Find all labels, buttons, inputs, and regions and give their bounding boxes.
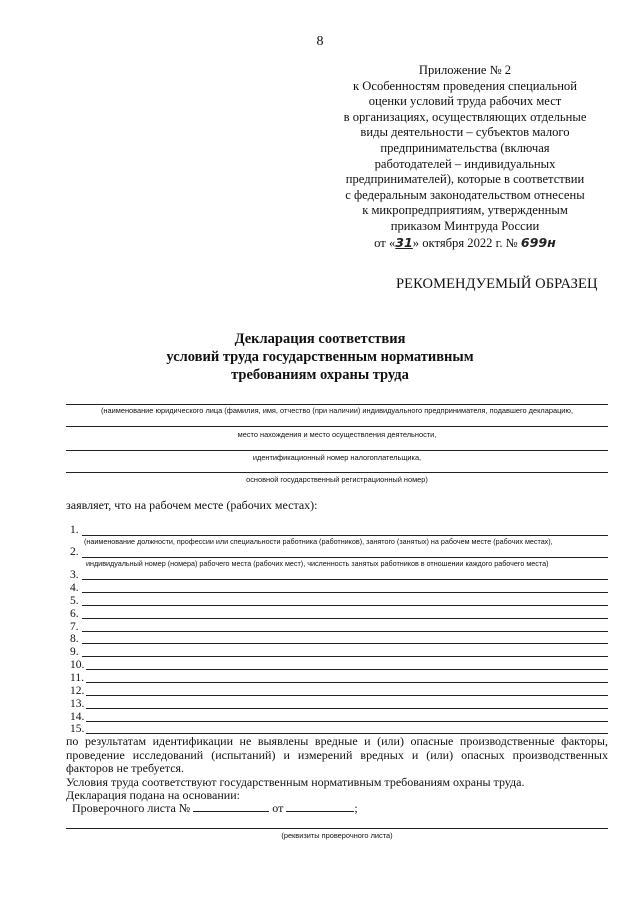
page-number: 8 xyxy=(316,34,324,49)
inn-line[interactable] xyxy=(66,450,608,451)
row-number: 8. xyxy=(70,633,79,645)
workplace-line-4[interactable] xyxy=(82,592,608,593)
date-middle: » октября 2022 г. № xyxy=(412,235,518,250)
field-caption: (наименование юридического лица (фамилия, имя, отчество (при наличии) индивидуального предпринимателя, подавшего декларацию, xyxy=(100,406,574,415)
workplace-line-2[interactable] xyxy=(82,557,608,558)
row-caption: (наименование должности, профессии или специальности работника (работников), занятого (занятых) на рабочем месте (рабочих местах), xyxy=(84,537,553,546)
date-day-handwritten: 31 xyxy=(395,234,413,250)
row-caption: индивидуальный номер (номера) рабочего места (рабочих мест), численность занятых работников в отношении каждого рабочего места) xyxy=(86,559,549,568)
check-list-details-line[interactable] xyxy=(66,828,608,829)
appendix-line: к Особенностям проведения специальной xyxy=(353,78,577,93)
workplace-line-13[interactable] xyxy=(86,708,608,709)
row-number: 5. xyxy=(70,595,79,607)
conclusion-paragraph: по результатам идентификации не выявлены вредные и (или) опасные производственные факторы, проведение исследований (испытаний) и измерений вредных и (или) опасных производственных факторов не требуется. xyxy=(66,734,608,775)
workplace-line-10[interactable] xyxy=(86,669,608,670)
declares-text: заявляет, что на рабочем месте (рабочих местах): xyxy=(66,498,318,512)
appendix-line: с федеральным законодательством отнесены xyxy=(345,187,585,202)
title-line: требованиям охраны труда xyxy=(231,367,409,383)
appendix-line: к микропредприятиям, утвержденным xyxy=(362,203,568,218)
appendix-line: предпринимательства (включая xyxy=(380,140,550,155)
declarant-address-line[interactable] xyxy=(66,426,608,427)
workplace-line-14[interactable] xyxy=(86,721,608,722)
check-list-label: Проверочного листа № xyxy=(72,801,191,815)
workplace-line-3[interactable] xyxy=(82,579,608,580)
title-line: Декларация соответствия xyxy=(234,331,406,347)
row-number: 13. xyxy=(70,698,85,710)
title-line: условий труда государственным нормативным xyxy=(166,349,474,365)
workplace-line-9[interactable] xyxy=(82,656,608,657)
field-caption: основной государственный регистрационный номер) xyxy=(246,475,428,484)
workplace-line-6[interactable] xyxy=(82,618,608,619)
workplace-line-12[interactable] xyxy=(86,695,608,696)
row-number: 2. xyxy=(70,546,79,558)
row-number: 4. xyxy=(70,582,79,594)
check-list-date-field[interactable] xyxy=(286,801,354,812)
ogrn-line[interactable] xyxy=(66,472,608,473)
row-number: 7. xyxy=(70,621,79,633)
semicolon: ; xyxy=(354,801,358,815)
basis-label: Декларация подана на основании: xyxy=(66,788,240,802)
row-number: 9. xyxy=(70,646,79,658)
appendix-line: виды деятельности – субъектов малого xyxy=(360,125,570,140)
appendix-line: оценки условий труда рабочих мест xyxy=(368,94,562,109)
row-number: 6. xyxy=(70,608,79,620)
row-number: 10. xyxy=(70,659,85,671)
field-caption: место нахождения и место осуществления деятельности, xyxy=(237,430,437,439)
workplace-line-8[interactable] xyxy=(82,643,608,644)
appendix-header xyxy=(330,63,600,251)
row-number: 11. xyxy=(70,672,84,684)
appendix-line: Приложение № 2 xyxy=(418,63,512,77)
declarant-name-line[interactable] xyxy=(66,404,608,405)
recommended-sample-label: РЕКОМЕНДУЕМЫЙ ОБРАЗЕЦ xyxy=(396,276,598,292)
order-number-handwritten: 699н xyxy=(520,234,556,250)
appendix-line: приказом Минтруда России xyxy=(390,218,540,233)
check-list-row xyxy=(72,801,358,816)
from-label: от xyxy=(272,801,284,815)
order-date-line xyxy=(330,235,600,252)
appendix-line: работодателей – индивидуальных xyxy=(374,156,556,171)
date-prefix: от « xyxy=(374,235,396,250)
check-list-number-field[interactable] xyxy=(193,801,269,812)
field-caption: идентификационный номер налогоплательщика, xyxy=(252,453,422,462)
workplace-line-1[interactable] xyxy=(82,535,608,536)
document-title xyxy=(0,330,640,384)
row-number: 14. xyxy=(70,711,85,723)
field-caption: (реквизиты проверочного листа) xyxy=(281,831,393,840)
conclusion-compliance: Условия труда соответствуют государственным нормативным требованиям охраны труда. xyxy=(66,774,525,789)
workplace-line-7[interactable] xyxy=(82,631,608,632)
conclusion-text xyxy=(66,735,608,789)
appendix-line: в организациях, осуществляющих отдельные xyxy=(343,109,587,124)
row-number: 15. xyxy=(70,723,85,735)
workplace-line-11[interactable] xyxy=(86,682,608,683)
row-number: 1. xyxy=(70,524,79,536)
appendix-line: предпринимателей), которые в соответствии xyxy=(345,172,585,187)
workplace-line-5[interactable] xyxy=(82,605,608,606)
row-number: 12. xyxy=(70,685,85,697)
row-number: 3. xyxy=(70,569,79,581)
